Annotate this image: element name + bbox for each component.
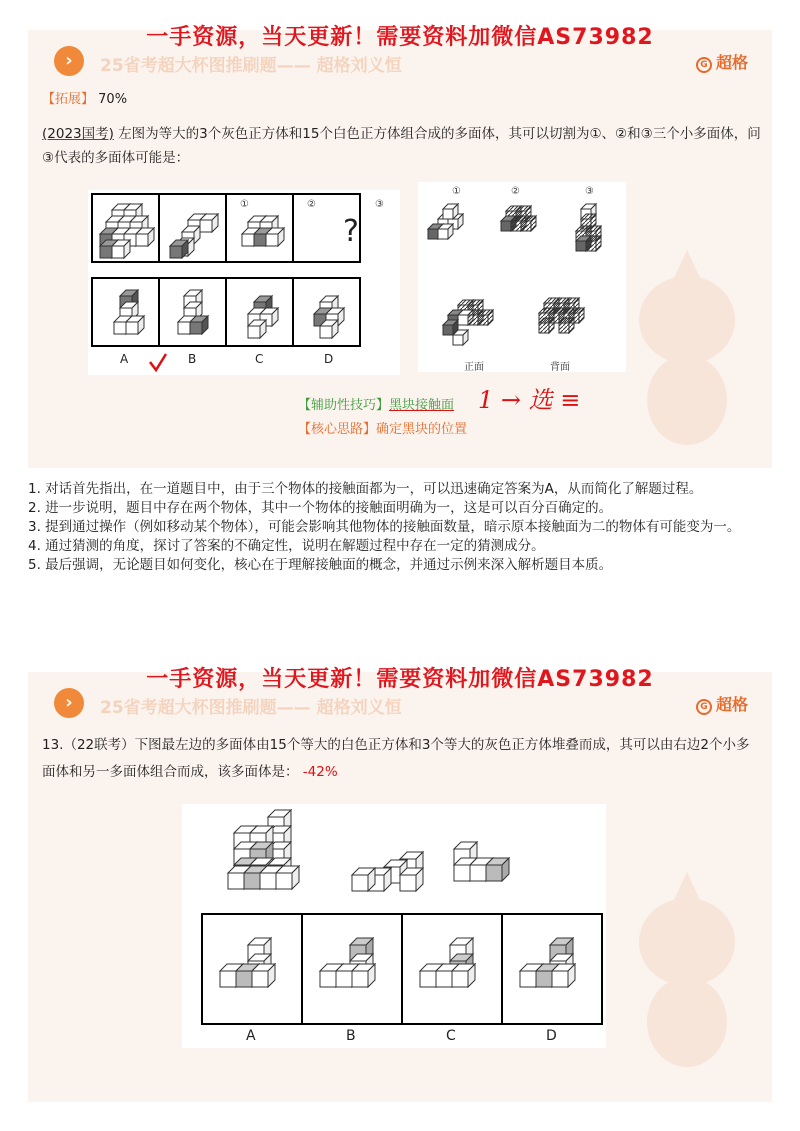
year-label: (2023国考) bbox=[42, 126, 114, 142]
question-figure-left bbox=[88, 190, 400, 375]
accuracy-percent: -42% bbox=[302, 764, 338, 780]
hint-core-tag: 【核心思路】 bbox=[298, 422, 377, 437]
option-c[interactable]: C bbox=[446, 1028, 456, 1044]
hint-technique bbox=[298, 394, 454, 413]
note-3: 3. 提到通过操作（例如移动某个物体），可能会影响其他物体的接触面数量，暗示原本接触面为二的物体有可能变为一。 bbox=[28, 519, 741, 535]
g-logo-icon: G bbox=[696, 57, 712, 73]
mark-3: ③ bbox=[375, 199, 384, 210]
chevron-right-icon: › bbox=[54, 688, 84, 718]
hint-core-text: 确定黑块的位置 bbox=[376, 422, 468, 437]
right-mark-3: ③ bbox=[585, 186, 594, 197]
view-front: 正面 bbox=[464, 362, 484, 373]
question-text: 左图为等大的3个灰色正方体和15个白色正方体组合成的多面体，其可以切割为①、②和③三个小多面体，问③代表的多面体可能是： bbox=[42, 126, 761, 166]
slide-1 bbox=[28, 30, 772, 468]
extension-label: 【拓展】 bbox=[42, 92, 95, 107]
option-d[interactable]: D bbox=[546, 1028, 557, 1044]
summary-notes bbox=[28, 480, 778, 575]
option-b[interactable]: B bbox=[346, 1028, 356, 1044]
series-title: 25省考超大杯图推刷题—— 超格刘义恒 bbox=[100, 56, 402, 76]
hint-core bbox=[298, 418, 467, 437]
decomposition-figure bbox=[418, 182, 626, 372]
watermark-bottom: 一手资源，当天更新！需要资料加微信AS73982 bbox=[146, 667, 654, 692]
brand-logo: G 超格 bbox=[696, 692, 748, 715]
mark-1: ① bbox=[240, 199, 249, 210]
view-back: 背面 bbox=[550, 362, 570, 373]
hint-technique-tag: 【辅助性技巧】 bbox=[298, 398, 390, 413]
checkmark-icon bbox=[146, 350, 170, 374]
mark-2: ② bbox=[307, 199, 316, 210]
option-c[interactable]: C bbox=[255, 352, 264, 366]
note-5: 5. 最后强调，无论题目如何变化，核心在于理解接触面的概念，并通过示例来深入解析题目本质。 bbox=[28, 557, 613, 573]
brand-logo: G 超格 bbox=[696, 50, 748, 73]
option-d[interactable]: D bbox=[324, 352, 334, 366]
mascot-icon bbox=[612, 250, 762, 450]
handwriting-note: 1 → 选 ≡ bbox=[478, 386, 581, 414]
series-title: 25省考超大杯图推刷题—— 超格刘义恒 bbox=[100, 698, 402, 718]
hint-technique-text: 黑块接触面 bbox=[389, 398, 455, 413]
g-logo-icon: G bbox=[696, 699, 712, 715]
watermark-top: 一手资源，当天更新！需要资料加微信AS73982 bbox=[146, 25, 654, 50]
note-2: 2. 进一步说明，题目中存在两个物体，其中一个物体的接触面明确为一，这是可以百分百确定的。 bbox=[28, 500, 613, 516]
question-13-text: 13.（22联考）下图最左边的多面体由15个等大的白色正方体和3个等大的灰色正方体堆叠而成，其可以由右边2个小多面体和另一多面体组合而成，该多面体是： bbox=[42, 737, 750, 780]
question-2023 bbox=[42, 122, 762, 170]
option-b[interactable]: B bbox=[188, 352, 197, 366]
question-13 bbox=[42, 732, 762, 786]
right-mark-1: ① bbox=[452, 186, 461, 197]
option-a[interactable]: A bbox=[120, 352, 129, 366]
note-1: 1. 对话首先指出，在一道题目中，由于三个物体的接触面都为一，可以迅速确定答案为A，从而简化了解题过程。 bbox=[28, 481, 703, 497]
right-mark-2: ② bbox=[511, 186, 520, 197]
extension-value: 70% bbox=[98, 92, 128, 107]
cube-figure-13 bbox=[182, 804, 606, 1048]
unknown-mark: ? bbox=[343, 214, 359, 249]
note-4: 4. 通过猜测的角度，探讨了答案的不确定性，说明在解题过程中存在一定的猜测成分。 bbox=[28, 538, 545, 554]
solution-figure-right bbox=[418, 182, 626, 372]
question-13-figure bbox=[182, 804, 606, 1048]
extension-line bbox=[42, 88, 127, 107]
chevron-right-icon: › bbox=[54, 46, 84, 76]
option-a[interactable]: A bbox=[246, 1028, 256, 1044]
slide-2 bbox=[28, 672, 772, 1102]
mascot-icon bbox=[612, 872, 762, 1072]
